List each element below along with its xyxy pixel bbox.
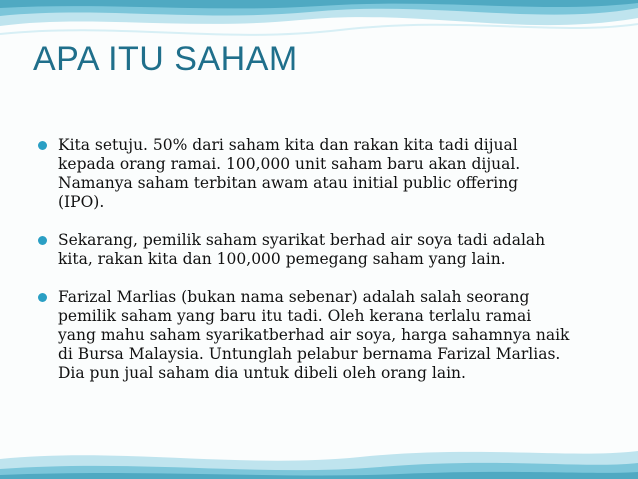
bullet-line: Farizal Marlias (bukan nama sebenar) adalah salah seorang [58,288,530,306]
bullet-item [36,231,616,269]
bullet-dot-icon [38,293,47,302]
bullet-dot-icon [38,236,47,245]
bullet-line: kita, rakan kita dan 100,000 pemegang saham yang lain. [58,250,506,268]
bullet-line: Sekarang, pemilik saham syarikat berhad air soya tadi adalah [58,231,546,249]
bullet-text [58,136,588,212]
slide-title: APA ITU SAHAM [33,40,298,78]
bullet-line: Namanya saham terbitan awam atau initial public offering [58,174,519,192]
bullet-line: Dia pun jual saham dia untuk dibeli oleh orang lain. [58,364,466,382]
bullet-item [36,288,616,383]
bullet-item [36,136,616,212]
bullet-line: di Bursa Malaysia. Untunglah pelabur bernama Farizal Marlias. [58,345,561,363]
bullet-line: (IPO). [58,193,105,211]
bullet-line: pemilik saham yang baru itu tadi. Oleh kerana terlalu ramai [58,307,532,325]
bullet-line: Kita setuju. 50% dari saham kita dan rakan kita tadi dijual [58,136,518,154]
bullet-line: kepada orang ramai. 100,000 unit saham baru akan dijual. [58,155,521,173]
bullet-text [58,288,588,383]
bullet-text [58,231,588,269]
bottom-wave-decoration [0,429,638,479]
bullet-dot-icon [38,141,47,150]
bullet-line: yang mahu saham syarikatberhad air soya, harga sahamnya naik [58,326,570,344]
bullet-list [36,136,616,402]
